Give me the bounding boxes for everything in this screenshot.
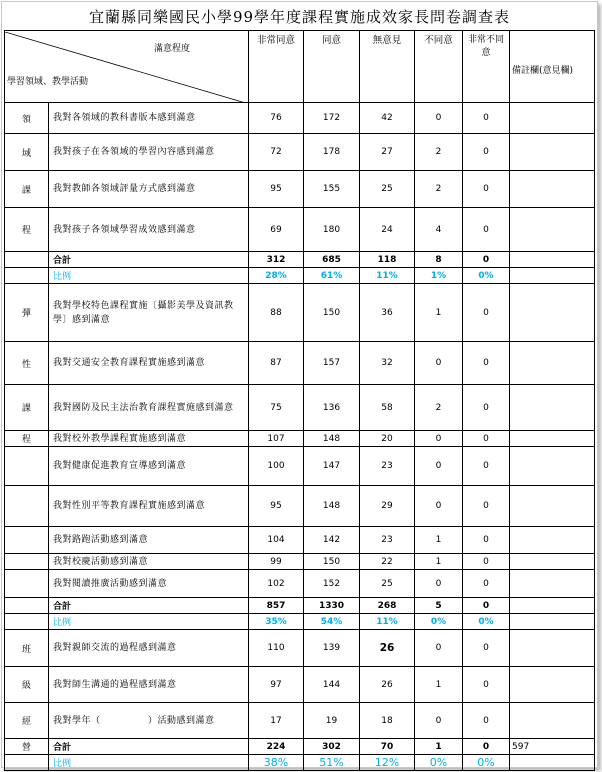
cell-value: 2	[415, 171, 463, 208]
total-label: 合計	[49, 252, 249, 268]
note-cell	[510, 703, 595, 739]
row-label: 我對孩子在各領域的學習內容感到滿意	[49, 134, 249, 171]
note-cell	[510, 614, 595, 630]
cell-value: 17	[249, 703, 304, 739]
ratio-value: 0%	[463, 614, 510, 630]
section-char: 彈	[5, 284, 49, 342]
corner-top-label: 滿意程度	[153, 43, 190, 54]
total-value: 8	[415, 252, 463, 268]
section-spacer	[5, 598, 49, 614]
total-label: 合計	[49, 739, 249, 755]
row-label: 我對閱讀推廣活動感到滿意	[49, 570, 249, 598]
cell-value: 23	[360, 527, 415, 554]
cell-value: 32	[360, 342, 415, 385]
col-disagree: 不同意	[415, 31, 463, 103]
row-label: 我對各領域的教科書版本感到滿意	[49, 103, 249, 134]
note-cell	[510, 385, 595, 431]
cell-value: 180	[304, 208, 360, 252]
note-cell	[510, 208, 595, 252]
cell-value: 23	[360, 447, 415, 486]
section-spacer	[5, 486, 49, 527]
section-char: 班	[5, 630, 49, 667]
cell-value: 0	[463, 527, 510, 554]
cell-value: 95	[249, 486, 304, 527]
corner-bottom-label: 學習領域、教學活動	[7, 76, 89, 87]
total-value: 118	[360, 252, 415, 268]
cell-value: 36	[360, 284, 415, 342]
col-strongly-disagree: 非常不同意	[463, 31, 510, 103]
total-value: 0	[463, 598, 510, 614]
cell-value: 2	[415, 385, 463, 431]
cell-value: 1	[415, 284, 463, 342]
cell-value: 0	[463, 447, 510, 486]
note-cell	[510, 134, 595, 171]
ratio-value: 11%	[360, 268, 415, 284]
note-cell	[510, 171, 595, 208]
ratio-value: 54%	[304, 614, 360, 630]
cell-value: 150	[304, 284, 360, 342]
cell-value: 0	[463, 385, 510, 431]
note-cell	[510, 570, 595, 598]
cell-value: 104	[249, 527, 304, 554]
note-cell	[510, 527, 595, 554]
cell-value: 0	[463, 342, 510, 385]
cell-value: 136	[304, 385, 360, 431]
survey-table	[4, 30, 595, 771]
row-label: 我對親師交流的過程感到滿意	[49, 630, 249, 667]
total-label: 合計	[49, 598, 249, 614]
col-agree: 同意	[304, 31, 360, 103]
total-value: 1330	[304, 598, 360, 614]
header-corner	[5, 31, 249, 103]
cell-value: 99	[249, 554, 304, 570]
ratio-value: 28%	[249, 268, 304, 284]
note-cell	[510, 431, 595, 447]
ratio-label: 比例	[49, 614, 249, 630]
total-value: 268	[360, 598, 415, 614]
section-spacer	[5, 527, 49, 554]
cell-value: 150	[304, 554, 360, 570]
col-no-opinion: 無意見	[360, 31, 415, 103]
cell-value: 20	[360, 431, 415, 447]
row-label: 我對路跑活動感到滿意	[49, 527, 249, 554]
cell-value: 0	[463, 630, 510, 667]
ratio-value: 35%	[249, 614, 304, 630]
note-cell	[510, 268, 595, 284]
note-cell	[510, 486, 595, 527]
cell-value: 22	[360, 554, 415, 570]
note-cell	[510, 103, 595, 134]
section-char: 域	[5, 134, 49, 171]
section-spacer	[5, 447, 49, 486]
total-value: 302	[304, 739, 360, 755]
note-cell	[510, 284, 595, 342]
cell-value: 72	[249, 134, 304, 171]
ratio-value: 61%	[304, 268, 360, 284]
ratio-value: 12%	[360, 755, 415, 771]
cell-value: 97	[249, 667, 304, 703]
cell-value: 19	[304, 703, 360, 739]
row-label: 我對教師各領域評量方式感到滿意	[49, 171, 249, 208]
ratio-value: 0%	[415, 614, 463, 630]
ratio-value: 11%	[360, 614, 415, 630]
section-char: 領	[5, 103, 49, 134]
cell-value: 0	[463, 570, 510, 598]
note-total: 597	[510, 739, 595, 755]
total-value: 224	[249, 739, 304, 755]
total-value: 1	[415, 739, 463, 755]
note-cell	[510, 667, 595, 703]
note-cell	[510, 252, 595, 268]
page-title: 宜蘭縣同樂國民小學99學年度課程實施成效家長問卷調查表	[88, 8, 511, 26]
total-value: 857	[249, 598, 304, 614]
note-cell	[510, 554, 595, 570]
cell-value: 107	[249, 431, 304, 447]
cell-value: 0	[463, 284, 510, 342]
note-cell	[510, 342, 595, 385]
cell-value: 155	[304, 171, 360, 208]
section-spacer	[5, 252, 49, 268]
ratio-label: 比例	[49, 268, 249, 284]
section-char: 程	[5, 208, 49, 252]
cell-value: 26	[360, 667, 415, 703]
row-label: 我對校外教學課程實施感到滿意	[49, 431, 249, 447]
cell-value: 0	[415, 630, 463, 667]
cell-value: 0	[463, 554, 510, 570]
cell-value: 102	[249, 570, 304, 598]
cell-value: 148	[304, 486, 360, 527]
row-label: 我對國防及民主法治教育課程實施感到滿意	[49, 385, 249, 431]
cell-value: 4	[415, 208, 463, 252]
cell-value: 100	[249, 447, 304, 486]
total-value: 0	[463, 252, 510, 268]
cell-value: 142	[304, 527, 360, 554]
section-char: 性	[5, 342, 49, 385]
cell-value: 1	[415, 554, 463, 570]
cell-value: 87	[249, 342, 304, 385]
section-char: 課	[5, 171, 49, 208]
cell-value: 69	[249, 208, 304, 252]
section-char: 級	[5, 667, 49, 703]
ratio-value: 1%	[415, 268, 463, 284]
section-char: 營	[5, 739, 49, 755]
row-label: 我對健康促進教育宣導感到滿意	[49, 447, 249, 486]
cell-value: 25	[360, 171, 415, 208]
cell-value: 75	[249, 385, 304, 431]
cell-value: 0	[415, 486, 463, 527]
total-value: 312	[249, 252, 304, 268]
cell-value: 0	[415, 447, 463, 486]
row-label: 我對學年（ ）活動感到滿意	[49, 703, 249, 739]
cell-value: 0	[463, 486, 510, 527]
cell-value: 0	[463, 431, 510, 447]
cell-value: 0	[463, 134, 510, 171]
cell-value: 27	[360, 134, 415, 171]
row-label: 我對師生溝通的過程感到滿意	[49, 667, 249, 703]
section-spacer	[5, 614, 49, 630]
cell-value: 110	[249, 630, 304, 667]
cell-value: 148	[304, 431, 360, 447]
note-cell	[510, 598, 595, 614]
col-strongly-agree: 非常同意	[249, 31, 304, 103]
cell-value: 178	[304, 134, 360, 171]
note-cell	[510, 447, 595, 486]
ratio-value: 38%	[249, 755, 304, 771]
section-spacer	[5, 755, 49, 771]
cell-value: 0	[463, 171, 510, 208]
section-char: 程	[5, 431, 49, 447]
cell-value: 0	[415, 342, 463, 385]
cell-value: 24	[360, 208, 415, 252]
row-label: 我對性別平等教育課程實施感到滿意	[49, 486, 249, 527]
cell-value: 0	[463, 103, 510, 134]
ratio-value: 0%	[463, 755, 510, 771]
total-value: 0	[463, 739, 510, 755]
cell-value: 76	[249, 103, 304, 134]
total-value: 70	[360, 739, 415, 755]
cell-value: 95	[249, 171, 304, 208]
cell-value: 0	[463, 703, 510, 739]
total-value: 5	[415, 598, 463, 614]
row-label: 我對交通安全教育課程實施感到滿意	[49, 342, 249, 385]
cell-value: 139	[304, 630, 360, 667]
section-spacer	[5, 268, 49, 284]
section-char: 課	[5, 385, 49, 431]
cell-value: 88	[249, 284, 304, 342]
cell-value: 147	[304, 447, 360, 486]
cell-value: 0	[463, 667, 510, 703]
cell-value: 152	[304, 570, 360, 598]
cell-value: 144	[304, 667, 360, 703]
cell-value: 1	[415, 667, 463, 703]
note-cell	[510, 755, 595, 771]
ratio-label: 比例	[49, 755, 249, 771]
cell-value: 18	[360, 703, 415, 739]
cell-value: 29	[360, 486, 415, 527]
section-spacer	[5, 570, 49, 598]
cell-value: 157	[304, 342, 360, 385]
row-label: 我對孩子各領域學習成效感到滿意	[49, 208, 249, 252]
cell-value: 0	[415, 103, 463, 134]
ratio-value: 51%	[304, 755, 360, 771]
total-value: 685	[304, 252, 360, 268]
cell-value: 0	[415, 431, 463, 447]
page-frame	[1, 1, 598, 768]
section-char: 經	[5, 703, 49, 739]
ratio-value: 0%	[463, 268, 510, 284]
cell-value: 58	[360, 385, 415, 431]
row-label: 我對學校特色課程實施〔攝影美學及資訊教學〕感到滿意	[49, 284, 249, 342]
note-cell	[510, 630, 595, 667]
cell-value: 26	[360, 630, 415, 667]
cell-value: 42	[360, 103, 415, 134]
corner-diagonal	[5, 32, 249, 103]
ratio-value: 0%	[415, 755, 463, 771]
cell-value: 172	[304, 103, 360, 134]
cell-value: 0	[463, 208, 510, 252]
cell-value: 2	[415, 134, 463, 171]
col-note: 備註欄(意見欄)	[510, 31, 595, 103]
cell-value: 25	[360, 570, 415, 598]
cell-value: 0	[415, 703, 463, 739]
section-spacer	[5, 554, 49, 570]
cell-value: 1	[415, 527, 463, 554]
row-label: 我對校慶活動感到滿意	[49, 554, 249, 570]
cell-value: 0	[415, 570, 463, 598]
